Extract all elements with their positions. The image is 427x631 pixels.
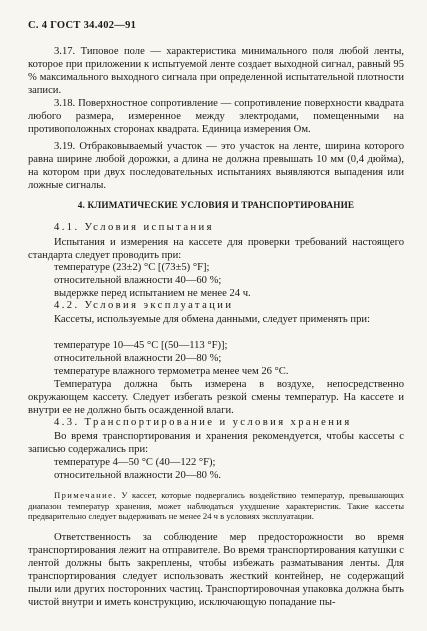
final-paragraph: Ответственность за соблюдение мер предосторожности во время транспортирования лежит на отправителе. Во время транспортирования катушки с лентой должны быть закреплены, чтобы избежать разматывания ленты. Для транспортирования следует использовать жесткий контейнер, не содержащий пыли или других посторонних частиц. Транспортировочная упаковка должна быть чистой внутри и иметь конструкцию, исключающую попадание пы- (28, 532, 404, 609)
subsection-4-3-text: Во время транспортирования и хранения рекомендуется, чтобы кассеты с записью содержались при: (28, 431, 404, 456)
condition-line: температуре 10—45 °С [(50—113 °F)]; (54, 340, 228, 351)
condition-line: температуре влажного термометра менее чем 26 °С. (54, 366, 289, 377)
note-block (28, 490, 404, 522)
condition-line: температуре 4—50 °С (40—122 °F); (54, 457, 216, 468)
condition-line: температуре (23±2) °С [(73±5) °F]; (54, 262, 210, 273)
page-header: С. 4 ГОСТ 34.402—91 (28, 20, 137, 31)
section-4-heading: 4. КЛИМАТИЧЕСКИЕ УСЛОВИЯ И ТРАНСПОРТИРОВАНИЕ (77, 200, 355, 210)
subsection-4-2-title: 4.2. Условия эксплуатации (54, 300, 234, 311)
clause-3-17: 3.17. Типовое поле — характеристика минимального поля любой ленты, которое при приложении к испытуемой ленте создает выходной сигнал, равный 95 % максимального выходного сигнала при определенной испытательной плотности записи. (28, 46, 404, 97)
condition-line: относительной влажности 20—80 %. (54, 470, 222, 481)
note-text: У кассет, которые подвергались воздействию температур, превышающих диапазон температур хранения, может наблюдаться ухудшение характеристик. Такие кассеты предварительно следует выдерживать не менее 24 ч в условиях эксплуатации. (28, 490, 404, 522)
clause-3-18: 3.18. Поверхностное сопротивление — сопротивление поверхности квадрата любого размера, измеренное между электродами, помещенными на противоположных сторонах квадрата. Единица измерения Ом. (28, 98, 404, 136)
condition-line: относительной влажности 40—60 %; (54, 275, 222, 286)
condition-line: выдержке перед испытанием не менее 24 ч. (54, 288, 251, 299)
subsection-4-1-title: 4.1. Условия испытания (54, 222, 214, 233)
note-label: Примечание. (54, 490, 117, 500)
condition-line: относительной влажности 20—80 %; (54, 353, 222, 364)
subsection-4-3-title: 4.3. Транспортирование и условия хранения (54, 417, 352, 428)
subsection-4-1-text: Испытания и измерения на кассете для проверки требований настоящего стандарта следует проводить при: (28, 237, 404, 262)
subsection-4-2-text: Кассеты, используемые для обмена данными, следует применять при: (54, 314, 370, 325)
clause-3-19: 3.19. Отбраковываемый участок — это участок на ленте, ширина которого равна ширине любой дорожки, а длина не должна превышать 10 мм (0,4 дюйма), на котором при двух последовательных испытаниях выявляются выпадения или ложные сигналы. (28, 141, 404, 192)
subsection-4-2-note: Температура должна быть измерена в воздухе, непосредственно окружающем кассету. Следует избегать резкой смены температур. На кассете и внутри ее не должно быть осажденной влаги. (28, 379, 404, 417)
